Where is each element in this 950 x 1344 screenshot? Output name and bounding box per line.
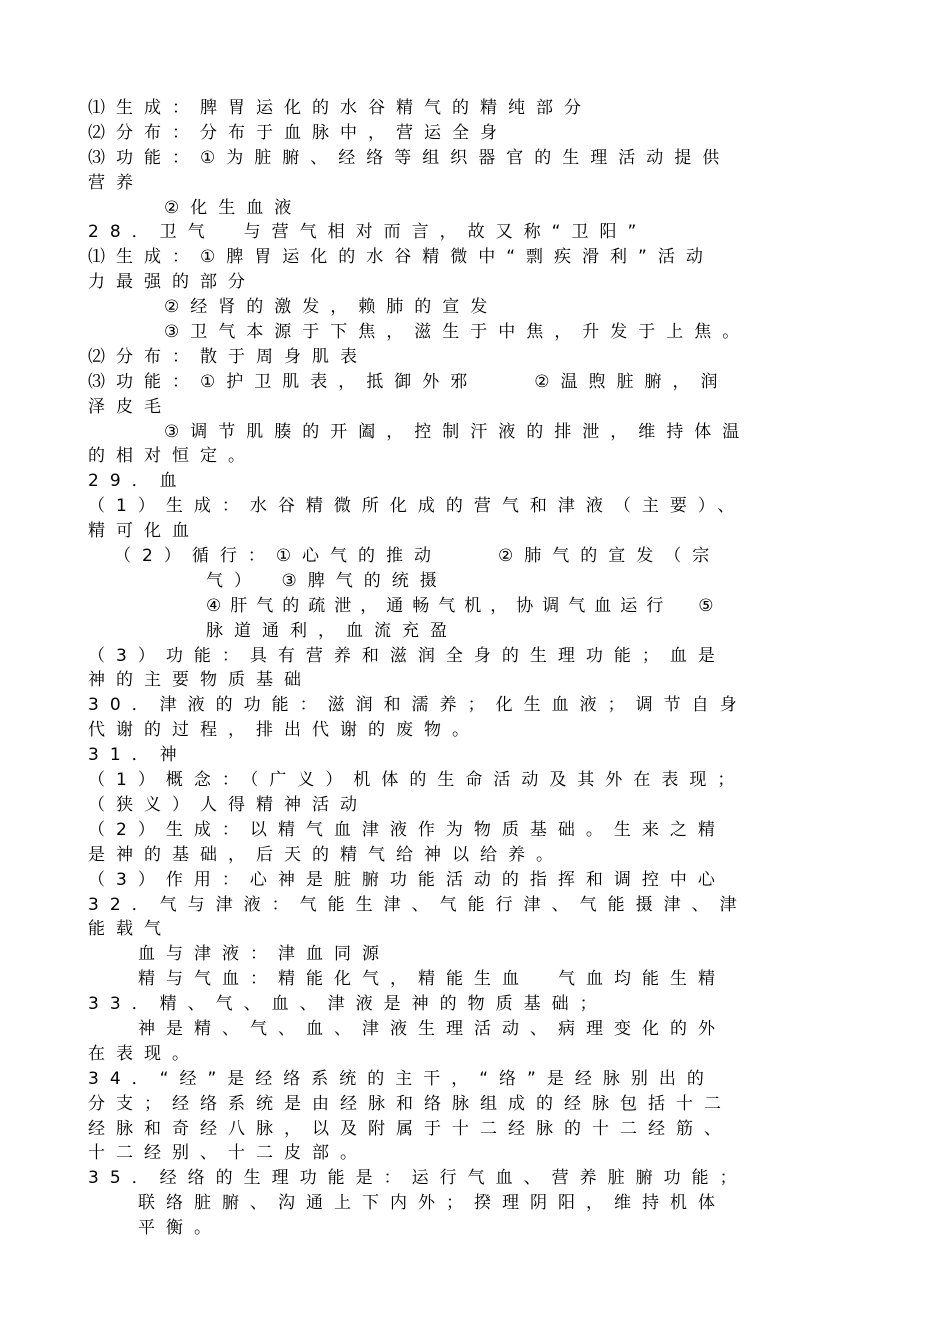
text-line: 联络脏腑、沟通上下内外；揆理阴阳，维持机体	[138, 1193, 726, 1214]
text-line: 30．津液的功能：滋润和濡养；化生血液；调节自身	[88, 695, 748, 716]
text-line: 29．血	[88, 471, 188, 492]
text-line: （3）作用：心神是脏腑功能活动的指挥和调控中心	[88, 869, 726, 890]
text-line: 能载气	[88, 919, 172, 940]
text-line: （1）生成：水谷精微所化成的营气和津液（主要）、	[88, 496, 746, 517]
text-line: 神的主要物质基础	[88, 670, 312, 691]
text-line: ⑶功能：①为脏腑、经络等组织器官的生理活动提供	[88, 147, 731, 168]
text-line: 34．“经”是经络系统的主干，“络”是经脉别出的	[88, 1068, 715, 1089]
text-line: （2）生成：以精气血津液作为物质基础。生来之精	[88, 819, 726, 840]
text-line: 营养	[88, 172, 144, 193]
text-line: 精与气血：精能化气，精能生血 气血均能生精	[138, 969, 726, 990]
text-line: 神是精、气、血、津液生理活动、病理变化的外	[138, 1018, 726, 1039]
text-line: ③调节肌腠的开阖，控制汗液的排泄，维持体温	[164, 421, 751, 442]
text-line: 力最强的部分	[88, 272, 256, 293]
text-line: 在表现。	[88, 1043, 200, 1064]
text-line: ⑶功能：①护卫肌表，抵御外邪 ②温煦脏腑，润	[88, 371, 729, 392]
text-line: （2）循行：①心气的推动 ②肺气的宣发（宗	[114, 546, 721, 567]
text-line: ⑵分布：散于周身肌表	[88, 346, 368, 367]
text-line: 经脉和奇经八脉，以及附属于十二经脉的十二经筋、	[88, 1118, 732, 1139]
text-line: （3）功能：具有营养和滋润全身的生理功能；血是	[88, 645, 726, 666]
text-line: 的相对恒定。	[88, 446, 256, 467]
text-line: 是神的基础，后天的精气给神以给养。	[88, 844, 564, 865]
text-line: 28．卫气 与营气相对而言，故又称“卫阳”	[88, 222, 648, 243]
text-line: （狭义）人得精神活动	[88, 794, 368, 815]
text-line: 气） ③脾气的统摄	[206, 570, 448, 591]
text-line: 脉道通利，血流充盈	[206, 620, 458, 641]
text-line: 33．精、气、血、津液是神的物质基础；	[88, 994, 608, 1015]
text-line: ⑴生成：脾胃运化的水谷精气的精纯部分	[88, 98, 592, 118]
text-line: （1）概念：（广义）机体的生命活动及其外在表现；	[88, 770, 746, 791]
text-line: ②化生血液	[164, 197, 303, 218]
text-line: 泽皮毛	[88, 396, 172, 417]
text-line: ②经肾的激发，赖肺的宣发	[164, 297, 499, 318]
text-line: ④肝气的疏泄，通畅气机，协调气血运行 ⑤	[206, 595, 723, 616]
text-line: 平衡。	[138, 1218, 222, 1239]
text-line: 35．经络的生理功能是：运行气血、营养脏腑功能；	[88, 1168, 748, 1189]
text-line: 精可化血	[88, 521, 200, 542]
text-line: ⑵分布：分布于血脉中，营运全身	[88, 122, 508, 143]
text-line: ⑴生成：①脾胃运化的水谷精微中“剽疾滑利”活动	[88, 247, 714, 268]
text-line: 32．气与津液：气能生津、气能行津、气能摄津、津	[88, 894, 748, 915]
text-line: 31．神	[88, 745, 188, 766]
text-line: 分支；经络系统是由经脉和络脉组成的经脉包括十二	[88, 1093, 732, 1114]
text-line: 代谢的过程，排出代谢的废物。	[88, 720, 480, 741]
document-page	[88, 96, 858, 1241]
text-line: 十二经别、十二皮部。	[88, 1143, 368, 1164]
text-line: ③卫气本源于下焦，滋生于中焦，升发于上焦。	[164, 322, 751, 343]
text-line: 血与津液：津血同源	[138, 944, 390, 965]
